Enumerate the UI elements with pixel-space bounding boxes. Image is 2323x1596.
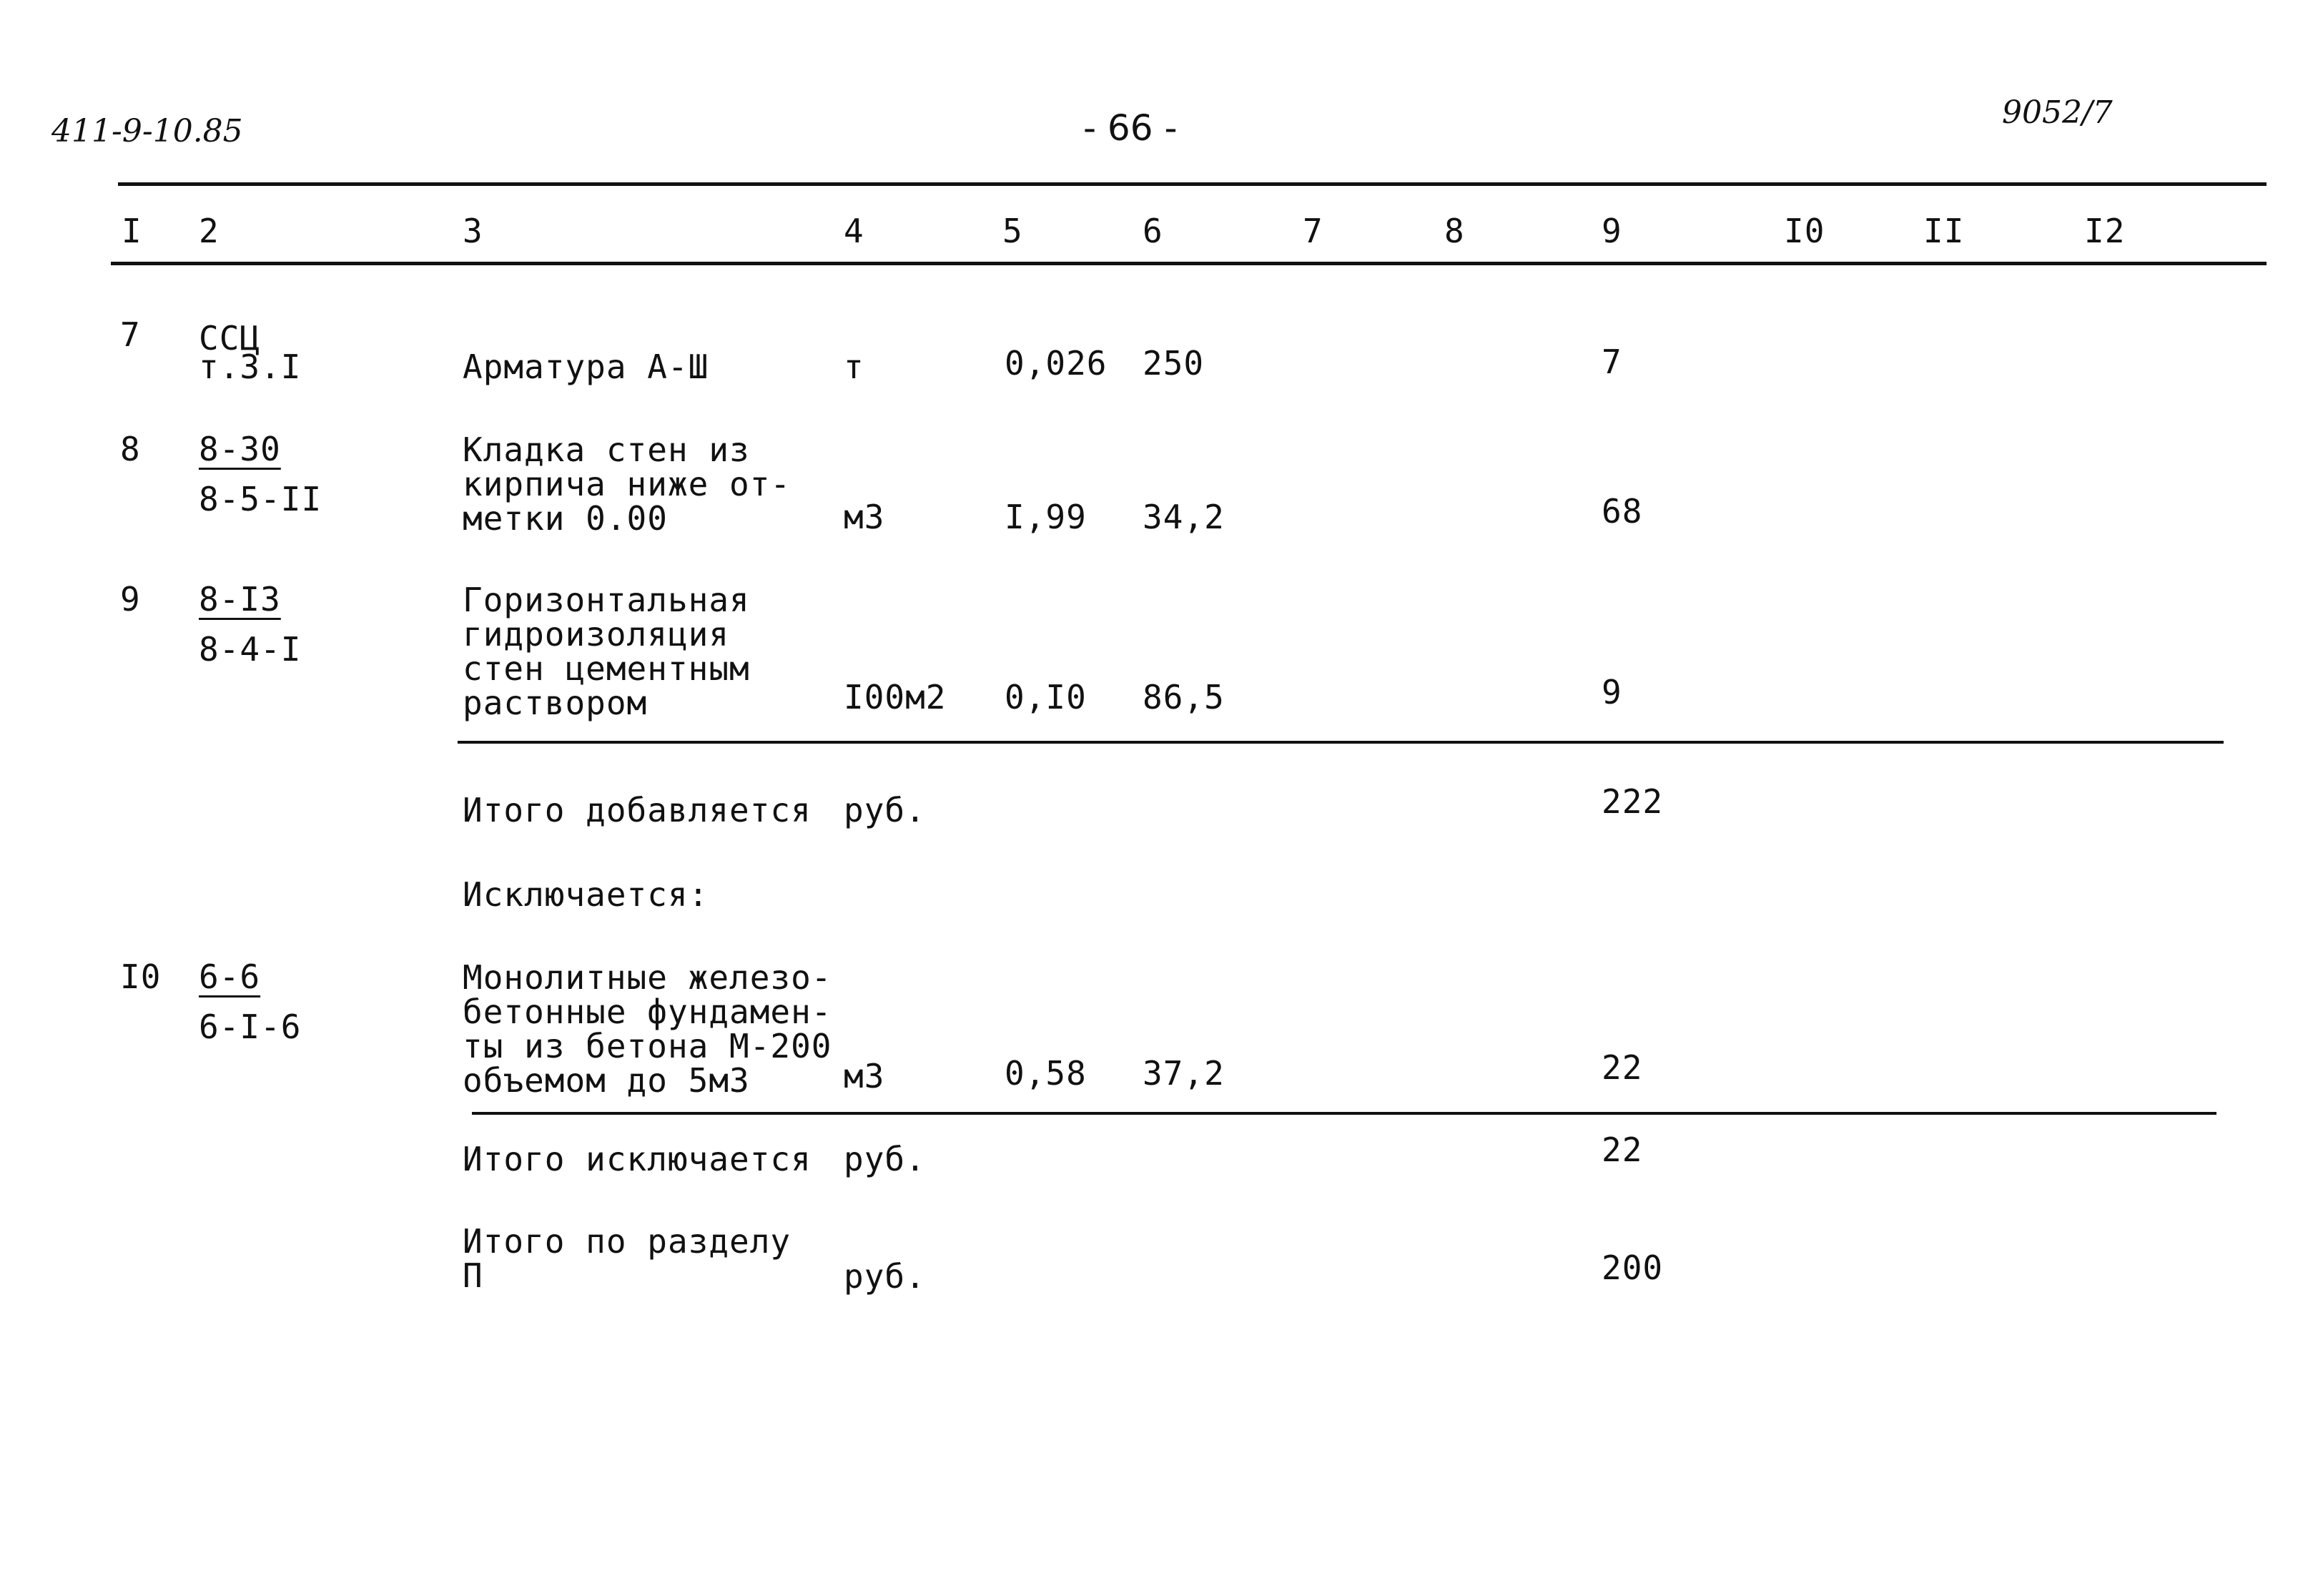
column-number-1: I	[122, 212, 142, 250]
subtotal-rule-added	[458, 741, 2224, 744]
row-number: 9	[120, 580, 141, 619]
subtotal-rule-excluded	[472, 1112, 2216, 1115]
item-description: Кладка стен из кирпича ниже от- метки 0.00	[463, 430, 791, 538]
row-total: 22	[1602, 1048, 1643, 1087]
item-description: Монолитные железо- бетонные фундамен- ты из бетона М-200 объемом до 5м3	[463, 958, 832, 1100]
quantity: 0,026	[1005, 344, 1108, 383]
subtotal-excluded-label: Итого исключается	[463, 1140, 812, 1178]
section-total-label: Итого по разделу П	[463, 1222, 791, 1295]
reference-code-bottom: 8-5-II	[199, 480, 322, 518]
row-total: 68	[1602, 492, 1643, 531]
unit-price: 86,5	[1143, 678, 1225, 716]
subtotal-excluded-unit: руб.	[844, 1140, 926, 1178]
unit: I00м2	[844, 678, 947, 716]
reference-code-bottom: 8-4-I	[199, 630, 302, 669]
unit-price: 37,2	[1143, 1054, 1225, 1093]
sheet-code: 9052/7	[2002, 94, 2113, 131]
column-number-10: I0	[1784, 212, 1825, 250]
column-number-12: I2	[2084, 212, 2126, 250]
column-number-7: 7	[1303, 212, 1323, 250]
document-code: 411-9-10.85	[51, 113, 243, 149]
column-number-9: 9	[1602, 212, 1622, 250]
reference-code-bottom: 6-I-6	[199, 1008, 302, 1046]
page-number: - 66 -	[1083, 107, 1178, 149]
reference-code-top: 8-30	[199, 430, 281, 468]
row-total: 9	[1602, 673, 1622, 711]
subtotal-added-unit: руб.	[844, 791, 926, 829]
reference-code-bottom: т.3.I	[199, 348, 302, 386]
quantity: 0,58	[1005, 1054, 1087, 1093]
column-number-8: 8	[1444, 212, 1465, 250]
unit: т	[844, 348, 864, 386]
unit-price: 34,2	[1143, 498, 1225, 536]
reference-code-top: ССЦ	[199, 319, 261, 358]
item-description: Горизонтальная гидроизоляция стен цементным раствором	[463, 581, 750, 722]
quantity: I,99	[1005, 498, 1087, 536]
quantity: 0,I0	[1005, 678, 1087, 716]
row-number: I0	[120, 957, 162, 996]
unit: м3	[844, 1057, 885, 1095]
subtotal-added-total: 222	[1602, 782, 1664, 821]
subtotal-excluded-total: 22	[1602, 1130, 1643, 1169]
unit-price: 250	[1143, 344, 1205, 383]
column-number-4: 4	[844, 212, 864, 250]
column-number-6: 6	[1143, 212, 1163, 250]
unit: м3	[844, 498, 885, 536]
row-number: 8	[120, 430, 141, 468]
row-number: 7	[120, 315, 141, 354]
column-number-2: 2	[199, 212, 220, 250]
section-total-unit: руб.	[844, 1257, 926, 1296]
column-number-11: II	[1923, 212, 1965, 250]
column-number-3: 3	[463, 212, 483, 250]
header-bottom-rule	[111, 262, 2267, 265]
subtotal-added-label: Итого добавляется	[463, 791, 812, 829]
reference-code-top: 8-I3	[199, 580, 281, 619]
reference-code-top: 6-6	[199, 957, 261, 996]
section-total-value: 200	[1602, 1248, 1664, 1287]
item-description: Арматура А-Ш	[463, 348, 709, 386]
header-top-rule	[118, 182, 2267, 186]
column-number-5: 5	[1002, 212, 1023, 250]
excluded-heading: Исключается:	[463, 875, 709, 914]
row-total: 7	[1602, 343, 1622, 381]
